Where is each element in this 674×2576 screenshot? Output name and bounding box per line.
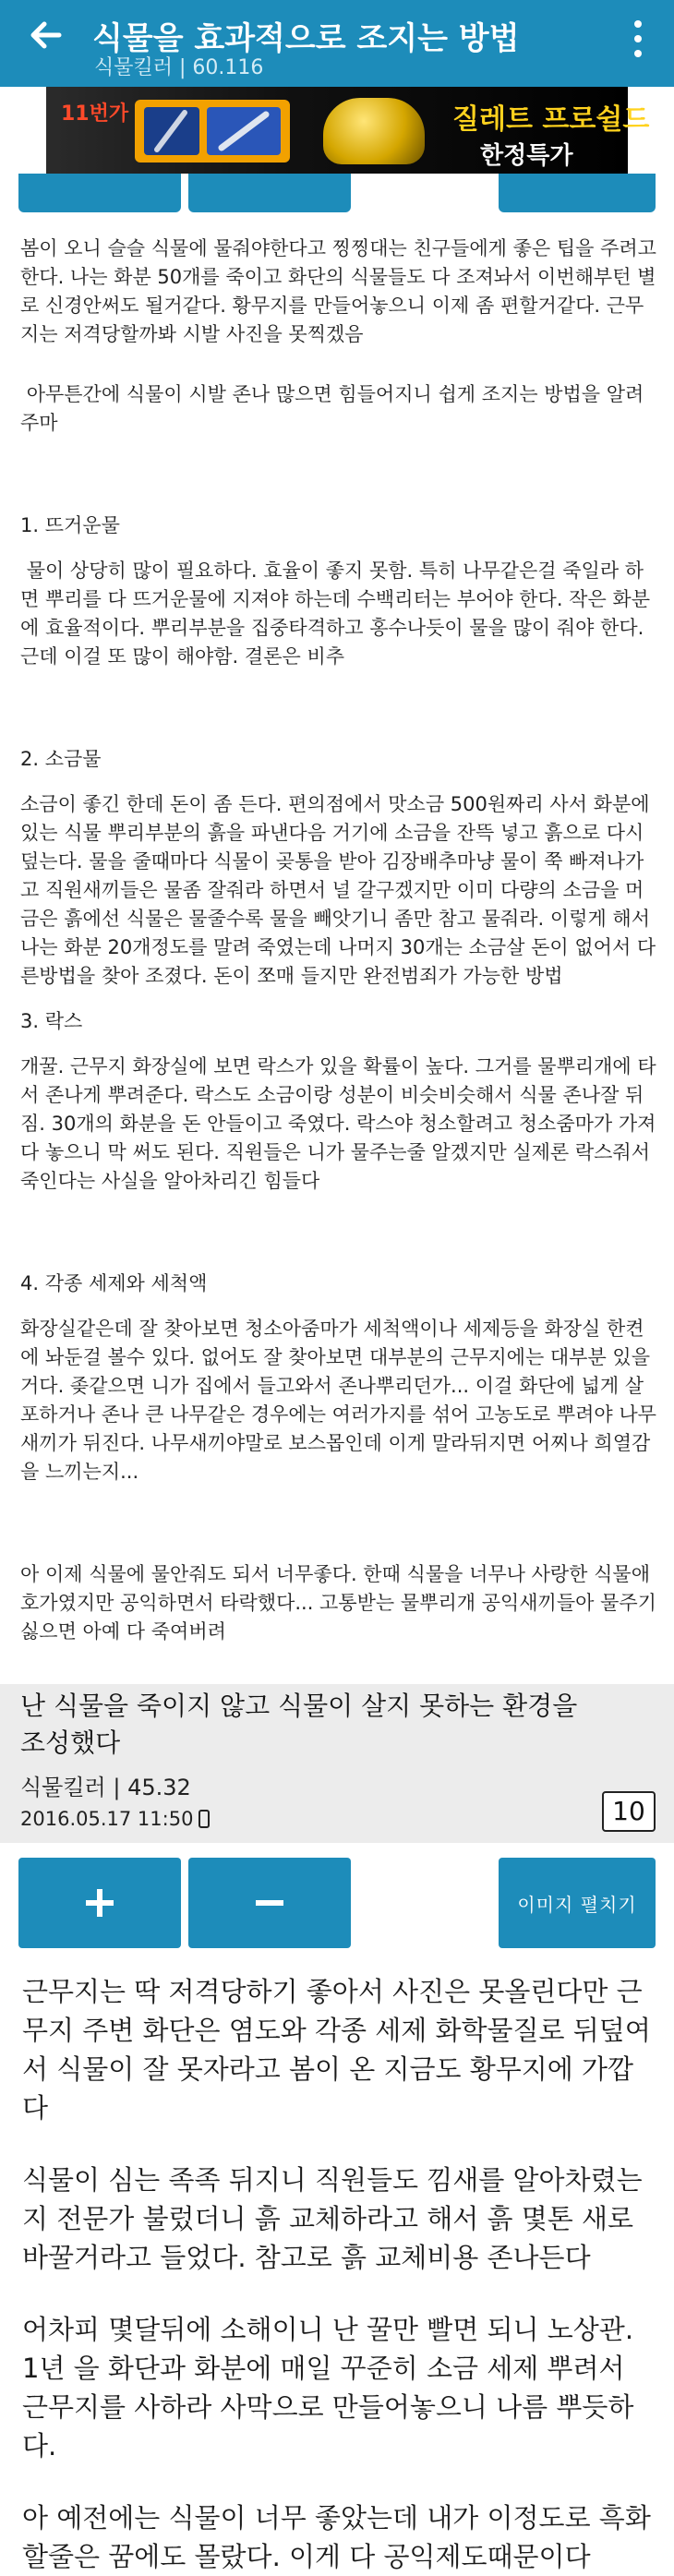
section-heading: 4. 각종 세제와 세척액 [20, 1272, 208, 1294]
plus-icon [86, 1889, 114, 1917]
ad-brand-logo: 11번가 [61, 102, 129, 126]
section-heading: 3. 락스 [20, 1010, 83, 1032]
post-paragraph: 소금이 좋긴 한데 돈이 좀 든다. 편의점에서 맛소금 500원짜리 사서 화분에 있는 식물 뿌리부분의 흙을 파낸다음 거기에 소금을 잔뜩 넣고 흙으로 다시 덮는다. 물을 줄때마다 식물이 곶통을 받아 김장배추마냥 물이 쭉 빠져나가고 직원새끼들은 물좀 잘줘라 하면서 널 갈구겠지만 이미 다량의 소금을 머금은 흙에선 식물은 물줄수록 물을 빼앗기니 좀만 참고 물줘라. 이렇게 해서 나는 화분 20개정도를 말려 죽였는데 나머지 30개는 소금살 돈이 없어서 다른방법을 찾아 조졌다. 돈이 쪼매 들지만 완전범죄가 가능한 방법 [20, 793, 656, 987]
comment-count-badge[interactable]: 10 [602, 1791, 656, 1832]
upvote-button[interactable] [18, 1858, 181, 1948]
razor-product-image [129, 94, 295, 168]
post2-paragraph: 어차피 몇달뒤에 소해이니 난 꿀만 빨면 되니 노상관. 1년 을 화단과 화분에 매일 꾸준히 소금 세제 뿌려서 근무지를 사하라 사막으로 만들어놓으니 나름 뿌듯하다. [22, 2314, 643, 2462]
image-button-partial[interactable] [499, 174, 656, 212]
expand-images-button[interactable]: 이미지 펼치기 [499, 1858, 656, 1948]
post2-paragraph: 근무지는 딱 저격당하기 좋아서 사진은 못올린다만 근무지 주변 화단은 염도와 각종 세제 화학물질로 뒤덮여서 식물이 잘 못자라고 봄이 온 지금도 황무지에 가깝다 [22, 1976, 651, 2124]
post2-date-text: 2016.05.17 11:50 [20, 1808, 194, 1830]
ad-headline: 질레트 프로쉴드 [452, 103, 650, 136]
mobile-phone-icon [199, 1810, 210, 1828]
post2-paragraph: 아 예전에는 식물이 너무 좋았는데 내가 이정도로 흑화할줄은 꿈에도 몰랐다. 이게 다 공익제도때문이다 [22, 2502, 651, 2572]
section-heading: 1. 뜨거운물 [20, 514, 120, 536]
post2-title: 난 식물을 죽이지 않고 식물이 살지 못하는 환경을 조성했다 [20, 1691, 578, 1758]
gold-razor-image [323, 98, 425, 164]
app-bar [0, 0, 674, 87]
more-menu-icon[interactable] [633, 20, 643, 61]
post-paragraph: 아무튼간에 식물이 시발 존나 많으면 힘들어지니 쉽게 조지는 방법을 알려주마 [20, 383, 644, 434]
ad-subline: 한정특가 [480, 142, 573, 170]
post-paragraph: 봄이 오니 슬슬 식물에 물줘야한다고 찡찡대는 친구들에게 좋은 팁을 주려고 한다. 나는 화분 50개를 죽이고 화단의 식물들도 다 조져놔서 이번해부턴 별로 신경안써도 될거같다. 황무지를 만들어놓으니 이제 좀 편할거같다. 근무지는 저격당할까봐 시발 사진을 못찍겠음 [20, 237, 663, 345]
post-paragraph: 아 이제 식물에 물안줘도 되서 너무좋다. 한때 식물을 너무나 사랑한 식물애호가였지만 공익하면서 타락했다... 고통받는 물뿌리개 공익새끼들아 물주기 싫으면 아예 다 죽여버려 [20, 1563, 663, 1643]
post2-header [0, 1684, 674, 1843]
section-heading: 2. 소금물 [20, 748, 102, 770]
post2-paragraph: 식물이 심는 족족 뒤지니 직원들도 낌새를 알아차렸는지 전문가 불렀더니 흙 교체하라고 해서 흙 몇톤 새로 바꿀거라고 들었다. 참고로 흙 교체비용 존나든다 [22, 2164, 643, 2273]
post-paragraph: 물이 상당히 많이 필요하다. 효율이 좋지 못함. 특히 나무같은걸 죽일라 하면 뿌리를 다 뜨거운물에 지져야 하는데 수백리터는 부어야 한다. 작은 화분에 효율적이다. 뿌리부분을 집중타격하고 홍수나듯이 물을 많이 줘야 한다. 근데 이걸 또 많이 해야함. 결론은 비추 [20, 560, 651, 668]
post2-body [22, 1972, 656, 2576]
ad-banner[interactable] [46, 87, 650, 174]
plus-button-partial[interactable] [18, 174, 181, 212]
page-title: 식물을 효과적으로 조지는 방법 [92, 20, 520, 57]
minus-icon [256, 1889, 283, 1917]
author-score: 식물킬러 | 60.116 [94, 56, 264, 79]
post-paragraph: 개꿀. 근무지 화장실에 보면 락스가 있을 확률이 높다. 그거를 물뿌리개에 타서 존나게 뿌려준다. 락스도 소금이랑 성분이 비슷비슷해서 식물 존나잘 뒤짐. 30개의 화분을 돈 안들이고 죽였다. 락스야 청소할려고 청소줌마가 가져다 놓으니 막 써도 된다. 직원들은 니가 물주는줄 알겠지만 실제론 락스줘서 죽인다는 사실을 알아차리긴 힘들다 [20, 1055, 656, 1192]
post2-author-score: 식물킬러 | 45.32 [20, 1775, 191, 1800]
back-arrow-icon[interactable] [28, 17, 65, 54]
downvote-button[interactable] [188, 1858, 351, 1948]
post-body [20, 235, 663, 1646]
post-paragraph: 화장실같은데 잘 찾아보면 청소아줌마가 세척액이나 세제등을 화장실 한켠에 놔둔걸 볼수 있다. 없어도 잘 찾아보면 대부분의 근무지에는 대부분 있을거다. 좆같으면 니가 집에서 들고와서 존나뿌리던가... 이걸 화단에 넓게 살포하거나 존나 큰 나무같은 경우에는 여러가지를 섞어 고농도로 뿌려야 나무새끼가 뒤진다. 나무새끼야말로 보스몹인데 이게 말라뒤지면 어찌나 희열감을 느끼는지... [20, 1318, 656, 1483]
post2-date [20, 1808, 210, 1830]
minus-button-partial[interactable] [188, 174, 351, 212]
